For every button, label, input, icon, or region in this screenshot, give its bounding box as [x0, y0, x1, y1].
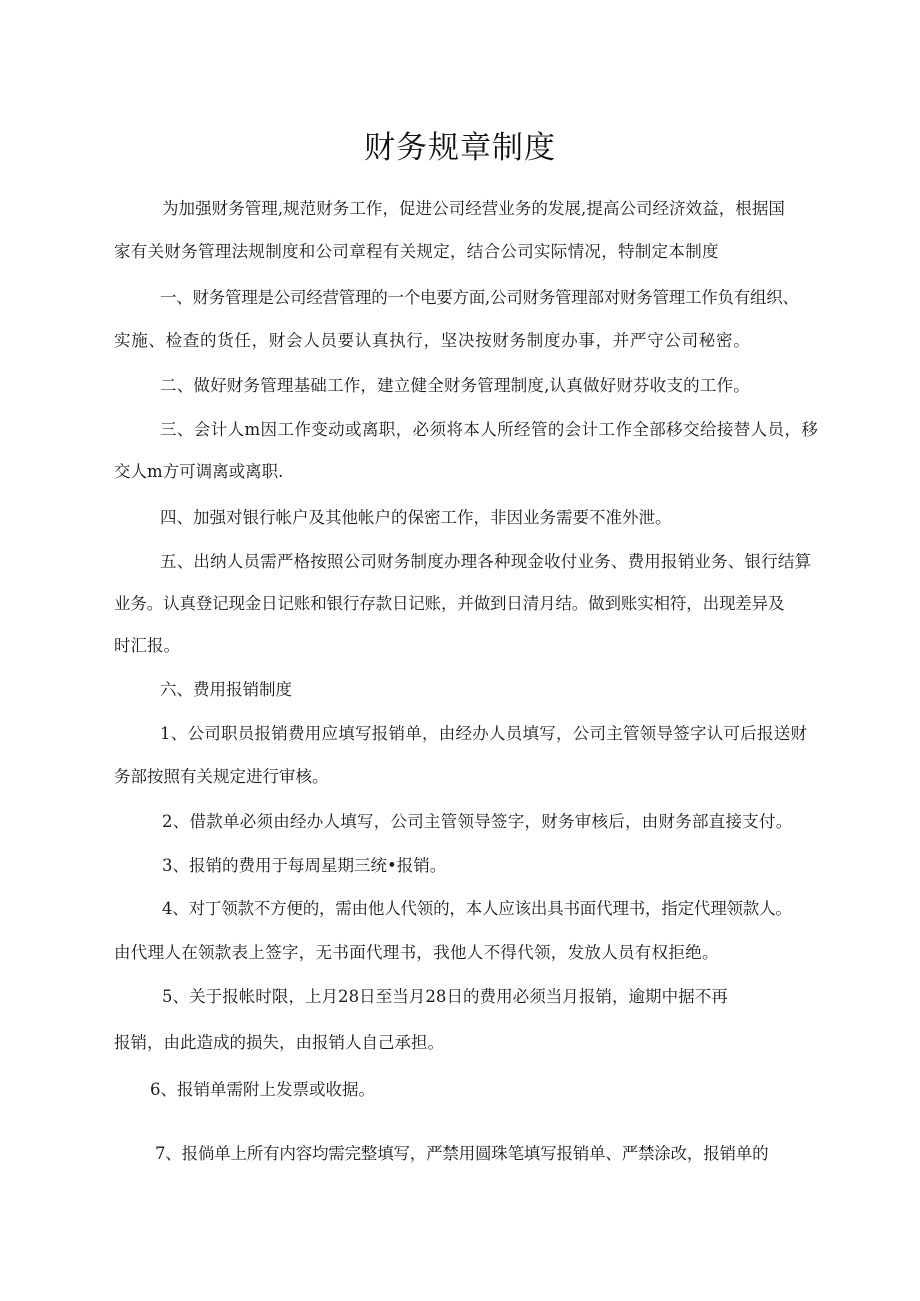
list-item-line: 务部按照有关规定进行审核。: [114, 767, 329, 786]
section-heading: 六、费用报销制度: [160, 680, 292, 699]
paragraph-line: 实施、检查的货任，财会人员要认真执行，坚决按财务制度办事，并严守公司秘密。: [114, 331, 751, 350]
paragraph-line: 时汇报。: [114, 636, 180, 655]
list-item-line: 3、报销的费用于每周星期三统•报销。: [162, 856, 447, 875]
list-item-line: 7、报倘单上所有内容均需完整填写，严禁用圆珠笔填写报销单、严禁涂改，报销单的: [155, 1144, 769, 1163]
list-item-line: 2、借款单必须由经办人填写，公司主管领导签字，财务审核后，由财务部直接支付。: [162, 812, 793, 831]
list-item-line: 报销，由此造成的损失，由报销人自己承担。: [114, 1033, 444, 1052]
list-item-line: 由代理人在领款表上签字，无书面代理书，我他人不得代领，发放人员有权拒绝。: [114, 943, 719, 962]
document-title: 财务规章制度: [364, 130, 556, 166]
list-item-line: 6、报销单需附上发票或收据。: [150, 1080, 375, 1099]
paragraph-line: 五、出纳人员需严格按照公司财务制度办理各种现金收付业务、费用报销业务、银行结算: [160, 552, 812, 571]
paragraph-line: 业务。认真登记现金日记账和银行存款日记账，并做到日清月结。做到账实相符，出现差异及: [114, 594, 785, 613]
list-item-line: 5、关于报帐时限，上月28日至当月28日的费用必须当月报销，逾期中据不再: [162, 987, 728, 1006]
paragraph-line: 为加强财务管理,规范财务工作，促进公司经营业务的发展,提高公司经济效益，根据国: [162, 199, 785, 218]
paragraph-line: 家有关财务管理法规制度和公司章程有关规定，结合公司实际情况，特制定本制度: [114, 242, 719, 261]
list-item-line: 1、公司职员报销费用应填写报销单，由经办人员填写，公司主管领导签字认可后报送财: [160, 724, 808, 743]
paragraph-line: 二、做好财务管理基础工作，建立健全财务管理制度,认真做好财芬收支的工作。: [160, 376, 750, 395]
paragraph-line: 一、财务管理是公司经营管理的一个电要方面,公司财务管理部对财务管理工作负有组织、: [160, 288, 799, 307]
paragraph-line: 四、加强对银行帐户及其他帐户的保密工作，非因业务需要不准外泄。: [160, 508, 672, 527]
list-item-line: 4、对丁领款不方便的，需由他人代领的，本人应该出具书面代理书，指定代理领款人。: [162, 899, 792, 918]
paragraph-line: 三、会计人m因工作变动或离职，必须将本人所经管的会计工作全部移交给接替人员，移: [160, 420, 819, 439]
paragraph-line: 交人m方可调离或离职.: [114, 462, 284, 481]
